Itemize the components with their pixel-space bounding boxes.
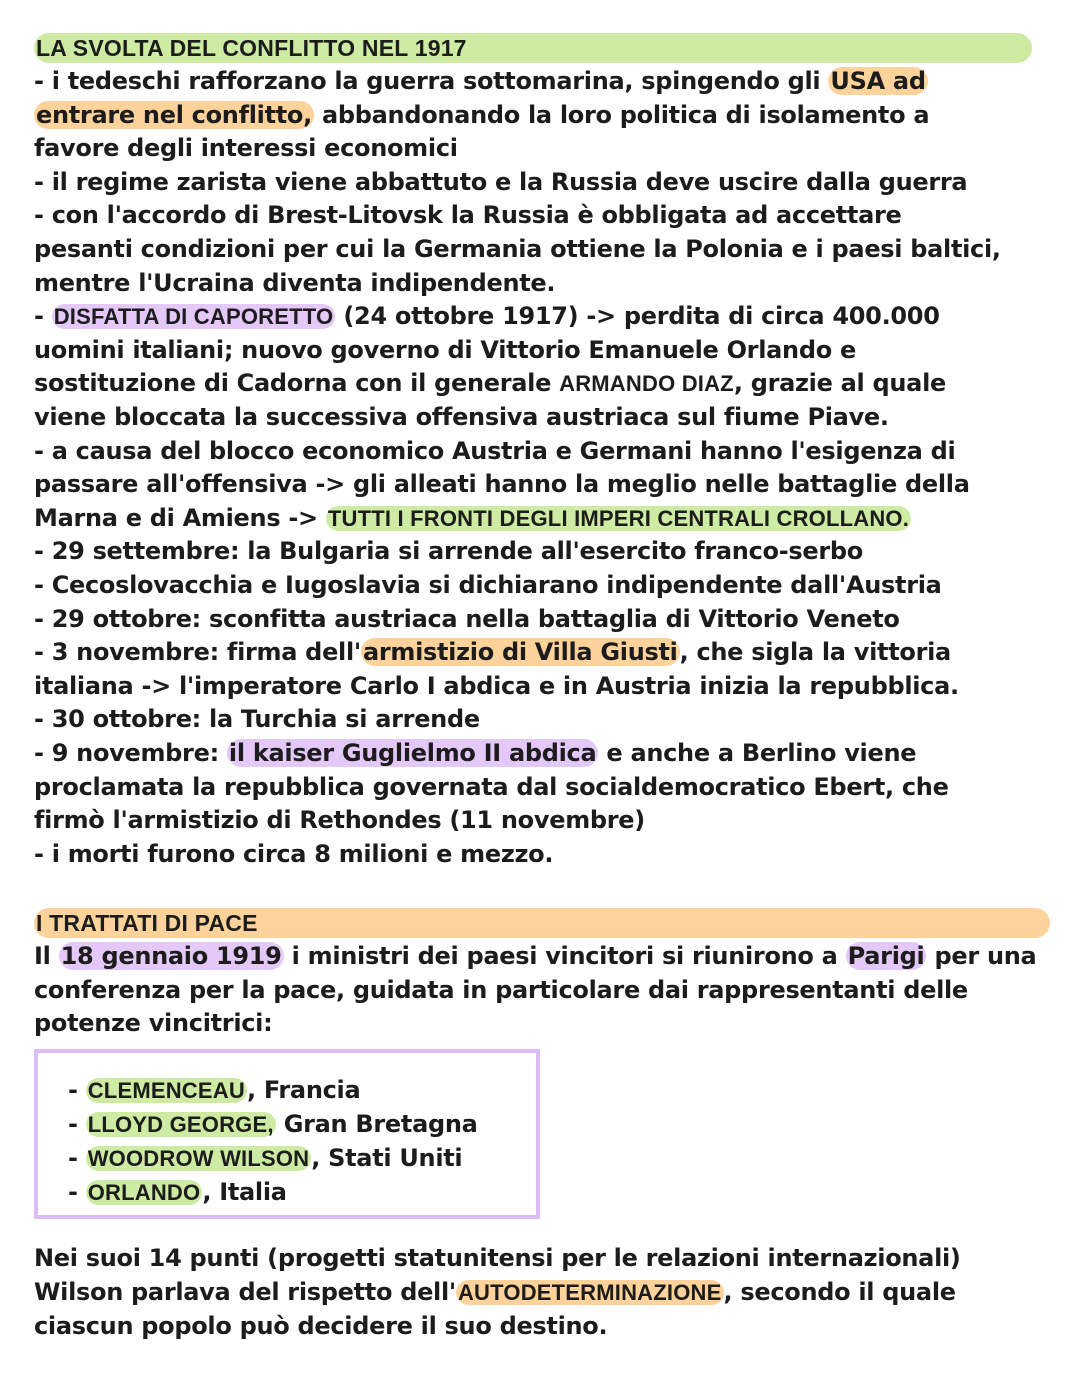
text-line — [34, 1242, 961, 1275]
text-segment: - 9 novembre: — [34, 739, 227, 767]
text-segment: Marna e di Amiens -> — [34, 503, 326, 532]
text-segment: , secondo il quale — [723, 1278, 956, 1306]
text-segment: , Stati Uniti — [311, 1144, 463, 1172]
text-segment: ciascun popolo può decidere il suo destino. — [34, 1312, 608, 1340]
text-segment: - Cecoslovacchia e Iugoslavia si dichiarano indipendente dall'Austria — [34, 571, 942, 599]
text-segment: , Italia — [202, 1178, 287, 1206]
text-line — [34, 535, 863, 568]
text-segment: mentre l'Ucraina diventa indipendente. — [34, 268, 556, 297]
text-segment: proclamata la repubblica governata dal socialdemocratico Ebert, che — [34, 772, 949, 801]
highlight-purple: il kaiser Guglielmo II abdica — [228, 739, 597, 767]
text-segment: Nei suoi 14 punti (progetti statunitensi per le relazioni internazionali) — [34, 1244, 961, 1272]
text-line — [34, 670, 959, 703]
text-line — [34, 703, 480, 736]
text-line — [34, 132, 458, 165]
text-line — [34, 199, 902, 232]
text-line — [34, 468, 970, 501]
text-segment: firmò l'armistizio di Rethondes (11 novembre) — [34, 806, 645, 835]
text-segment: favore degli interessi economici — [34, 134, 458, 163]
text-segment: (24 ottobre 1917) -> perdita di circa 400.000 — [335, 302, 940, 331]
text-segment: - il regime zarista viene abbattuto e la Russia deve uscire dalla guerra — [34, 167, 968, 196]
highlight-green: CLEMENCEAU — [87, 1078, 245, 1103]
section-title-trattati: I TRATTATI DI PACE — [34, 908, 1050, 938]
text-segment: e anche a Berlino viene — [598, 739, 917, 767]
text-segment: potenze vincitrici: — [34, 1009, 273, 1038]
text-segment: - — [68, 1144, 86, 1172]
text-line — [34, 771, 949, 804]
text-line — [68, 1176, 287, 1209]
text-line — [34, 166, 967, 199]
text-segment: Gran Bretagna — [275, 1110, 478, 1138]
text-segment: ARMANDO DIAZ — [559, 371, 734, 397]
highlight-green: ORLANDO — [87, 1180, 201, 1205]
highlight-orange: AUTODETERMINAZIONE — [457, 1280, 722, 1305]
text-line — [34, 1007, 272, 1040]
highlight-green: WOODROW WILSON — [87, 1146, 310, 1171]
text-segment: - — [68, 1110, 86, 1138]
text-segment: - 30 ottobre: la Turchia si arrende — [34, 705, 480, 734]
section-title-svolta: LA SVOLTA DEL CONFLITTO NEL 1917 — [34, 33, 1032, 63]
highlight-purple: 18 gennaio 1919 — [60, 942, 282, 970]
text-segment: - a causa del blocco economico Austria e Germani hanno l'esigenza di — [34, 436, 956, 465]
text-line — [34, 1310, 607, 1343]
highlight-purple: DISFATTA DI CAPORETTO — [53, 304, 334, 330]
text-segment: italiana -> l'imperatore Carlo I abdica e in Austria inizia la repubblica. — [34, 671, 959, 700]
text-line — [34, 940, 1036, 973]
text-segment: uomini italiani; nuovo governo di Vittorio Emanuele Orlando e — [34, 335, 856, 364]
text-segment: - 29 settembre: la Bulgaria si arrende all'esercito franco-serbo — [34, 537, 863, 566]
text-segment: i ministri dei paesi vincitori si riunirono a — [283, 942, 846, 970]
text-line — [34, 300, 940, 333]
text-segment: - — [68, 1076, 86, 1104]
text-segment: abbandonando la loro politica di isolamento a — [313, 100, 930, 129]
highlight-orange: armistizio di Villa Giusti — [362, 638, 678, 667]
text-segment: conferenza per la pace, guidata in particolare dai rappresentanti delle — [34, 975, 968, 1004]
text-line — [34, 401, 889, 434]
text-line — [68, 1142, 462, 1175]
text-segment: , Francia — [246, 1076, 361, 1104]
text-segment: pesanti condizioni per cui la Germania ottiene la Polonia e i paesi baltici, — [34, 235, 1001, 263]
text-line — [68, 1074, 360, 1107]
text-line — [34, 974, 968, 1007]
text-segment: - con l'accordo di Brest-Litovsk la Russia è obbligata ad accettare — [34, 201, 902, 230]
text-line — [34, 804, 645, 837]
text-line — [34, 502, 911, 535]
highlight-purple: Parigi — [847, 942, 925, 970]
text-line — [34, 569, 942, 602]
text-segment: - — [34, 302, 52, 331]
highlight-orange: USA ad — [830, 67, 926, 95]
text-segment: passare all'offensiva -> gli alleati hanno la meglio nelle battaglie della — [34, 470, 970, 499]
text-segment: Wilson parlava del rispetto dell' — [34, 1278, 456, 1306]
highlight-green: TUTTI I FRONTI DEGLI IMPERI CENTRALI CROLLANO. — [327, 505, 910, 531]
text-line — [34, 435, 955, 468]
highlight-green: LLOYD GEORGE, — [87, 1112, 274, 1137]
text-line — [34, 838, 553, 871]
text-line — [34, 267, 555, 300]
text-line — [68, 1108, 478, 1141]
text-segment: sostituzione di Cadorna con il generale — [34, 369, 560, 398]
text-segment: - 3 novembre: firma dell' — [34, 638, 361, 667]
text-segment: , grazie al quale — [733, 369, 946, 398]
text-line — [34, 1276, 956, 1309]
text-segment: - i tedeschi rafforzano la guerra sottomarina, spingendo gli — [34, 67, 829, 95]
text-line — [34, 65, 928, 98]
text-segment: viene bloccata la successiva offensiva austriaca sul fiume Piave. — [34, 403, 889, 431]
text-segment: - i morti furono circa 8 milioni e mezzo. — [34, 839, 554, 868]
text-segment: - — [68, 1178, 86, 1206]
text-line — [34, 233, 1001, 266]
text-segment: , che sigla la vittoria — [679, 638, 951, 667]
text-segment: Il — [34, 942, 59, 970]
text-line — [34, 99, 929, 132]
text-line — [34, 737, 916, 770]
text-line — [34, 334, 856, 367]
text-segment: - 29 ottobre: sconfitta austriaca nella battaglia di Vittorio Veneto — [34, 604, 900, 633]
highlight-orange: entrare nel conflitto, — [36, 100, 312, 129]
text-line — [34, 636, 951, 669]
text-segment: per una — [926, 942, 1037, 970]
text-line — [34, 603, 900, 636]
text-line — [34, 367, 946, 400]
